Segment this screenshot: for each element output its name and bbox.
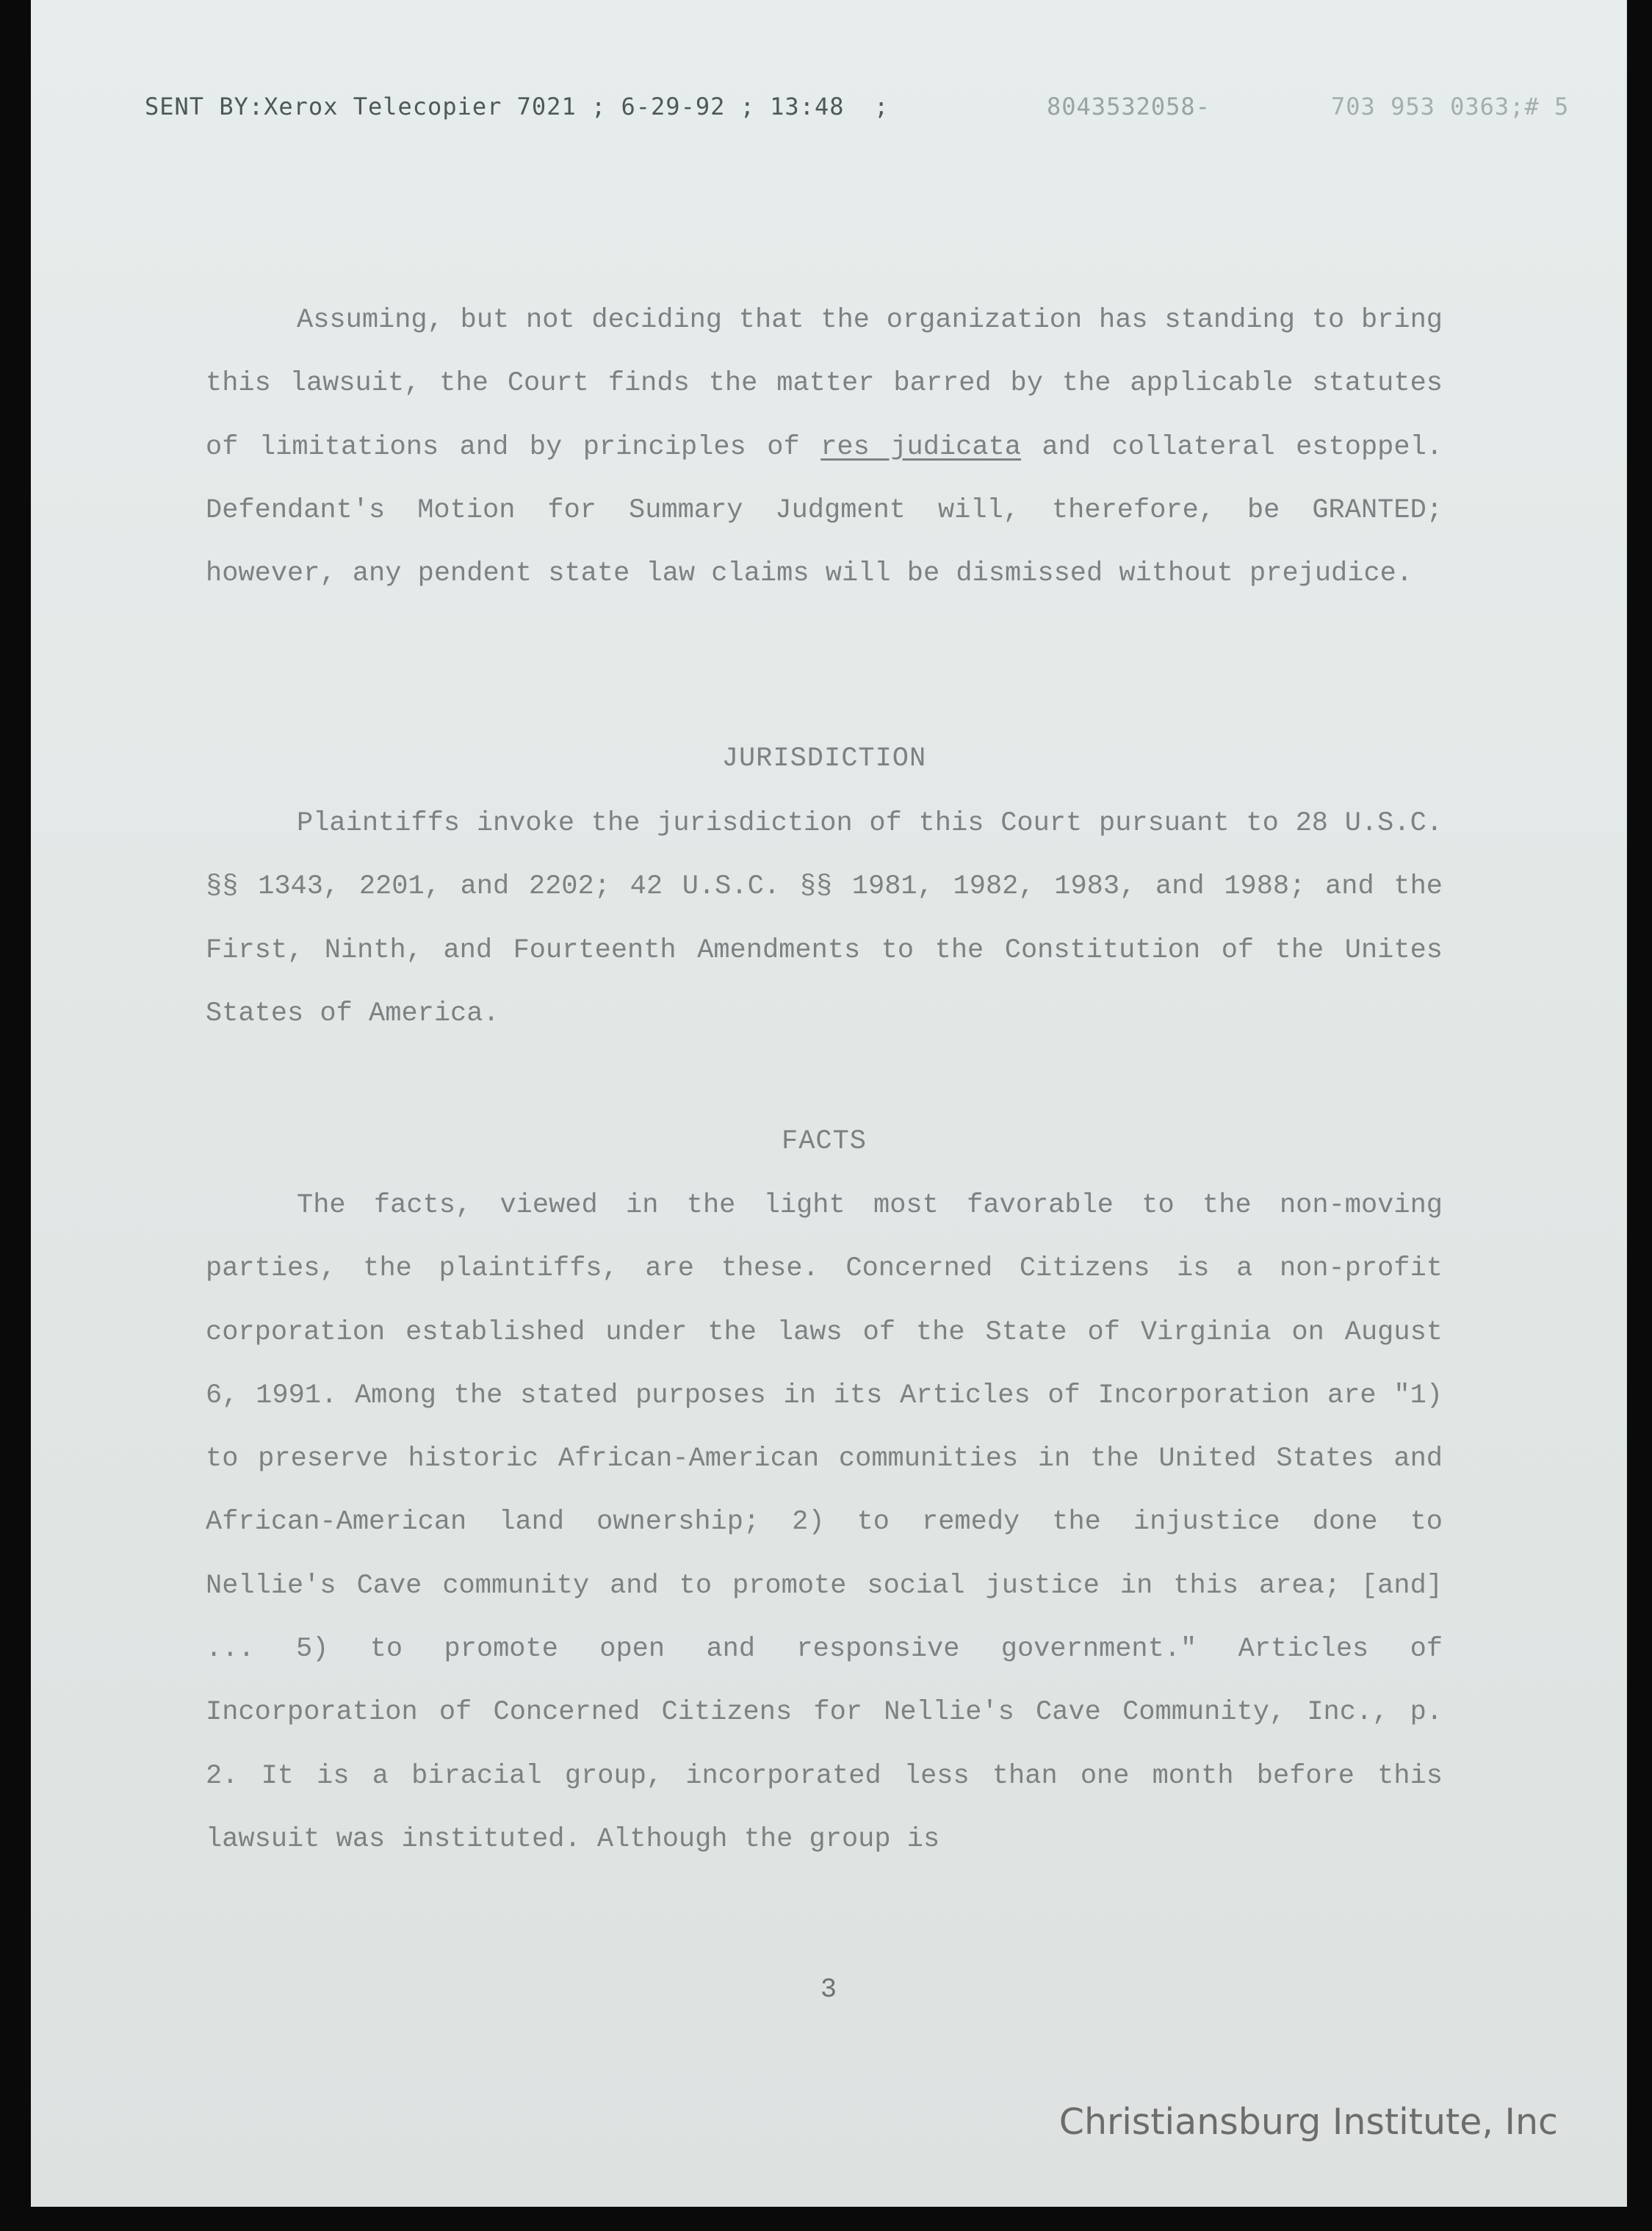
facts-paragraph [206, 1174, 1443, 1871]
jurisdiction-heading: JURISDICTION [721, 743, 927, 774]
facts-text: The facts, viewed in the light most favorable to the non-moving parties, the plaintiffs, are these. Concerned Citizens is a non-profit corporation established under the laws of the State of Virginia on August 6, 1991. Among the stated purposes in its Articles of Incorporation are "1) to preserve historic African-American communities in the United States and African-American land ownership; 2) to remedy the injustice done to Nellie's Cave community and to promote social justice in this area; [and] ... 5) to promote open and responsive government." Articles of Incorporation of Concerned Citizens for Nellie's Cave Community, Inc., p. 2. It is a biracial group, incorporated less than one month before this lawsuit was instituted. Although the group is [206, 1190, 1443, 1855]
watermark-text: Christiansburg Institute, Inc [1058, 2101, 1558, 2143]
res-judicata-term: res judicata [820, 431, 1021, 463]
document-page [31, 0, 1627, 2207]
opening-text-part1: Assuming, but not deciding that the organization has standing to bring this lawsuit, the Court finds the matter barred by the applicable statutes of limitations and by principles of [206, 305, 1443, 463]
opening-text-part2: and collateral estoppel. Defendant's Motion for Summary Judgment will, therefore, be GRANTED; however, any pendent state law claims will be dismissed without prejudice. [206, 431, 1443, 590]
opening-paragraph [206, 289, 1443, 605]
facts-heading: FACTS [781, 1126, 868, 1157]
page-number: 3 [820, 1975, 837, 2005]
jurisdiction-text: Plaintiffs invoke the jurisdiction of this Court pursuant to 28 U.S.C. §§ 1343, 2201, and 2202; 42 U.S.C. §§ 1981, 1982, 1983, and 1988; and the First, Ninth, and Fourteenth Amendments to the Constitution of the Unites States of America. [206, 808, 1443, 1029]
fax-header [145, 93, 1570, 128]
fax-from-number: 8043532058- [1047, 93, 1211, 120]
fax-to-number: 703 953 0363;# 5 [1331, 93, 1570, 120]
fax-sender-line: SENT BY:Xerox Telecopier 7021 ; 6-29-92 ; 13:48 ; [145, 93, 890, 120]
jurisdiction-paragraph [206, 792, 1443, 1045]
